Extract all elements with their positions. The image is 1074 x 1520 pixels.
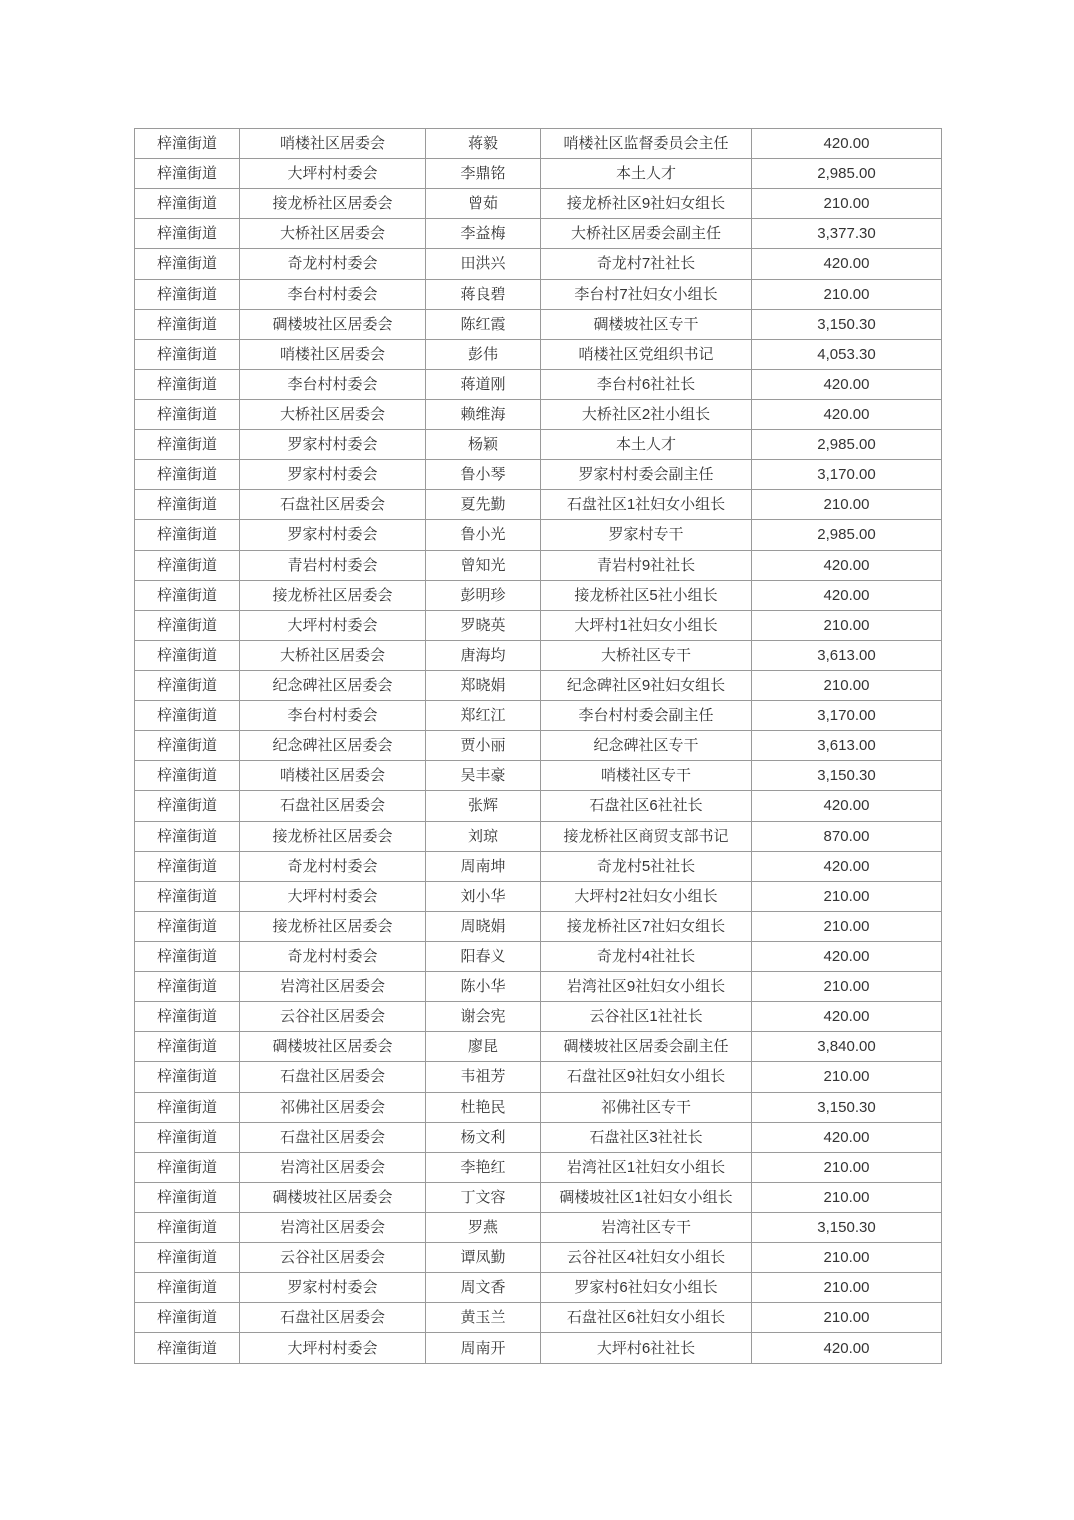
street-cell: 梓潼街道 xyxy=(135,1122,240,1152)
position-cell: 石盘社区6社社长 xyxy=(541,791,752,821)
amount-cell: 420.00 xyxy=(752,851,942,881)
person-name-cell: 彭伟 xyxy=(426,339,541,369)
amount-cell: 210.00 xyxy=(752,1303,942,1333)
person-name-cell: 谭凤勤 xyxy=(426,1243,541,1273)
person-name-cell: 曾知光 xyxy=(426,550,541,580)
person-name-cell: 陈小华 xyxy=(426,972,541,1002)
committee-cell: 云谷社区居委会 xyxy=(240,1243,426,1273)
street-cell: 梓潼街道 xyxy=(135,701,240,731)
person-name-cell: 曾茹 xyxy=(426,189,541,219)
table-row xyxy=(135,1303,942,1333)
position-cell: 岩湾社区专干 xyxy=(541,1212,752,1242)
amount-cell: 3,150.30 xyxy=(752,1212,942,1242)
street-cell: 梓潼街道 xyxy=(135,731,240,761)
position-cell: 云谷社区1社社长 xyxy=(541,1002,752,1032)
committee-cell: 大坪村村委会 xyxy=(240,159,426,189)
street-cell: 梓潼街道 xyxy=(135,610,240,640)
amount-cell: 420.00 xyxy=(752,580,942,610)
table-row xyxy=(135,430,942,460)
amount-cell: 3,377.30 xyxy=(752,219,942,249)
amount-cell: 210.00 xyxy=(752,490,942,520)
position-cell: 青岩村9社社长 xyxy=(541,550,752,580)
table-row xyxy=(135,279,942,309)
person-name-cell: 韦祖芳 xyxy=(426,1062,541,1092)
committee-cell: 碉楼坡社区居委会 xyxy=(240,1182,426,1212)
table-row xyxy=(135,972,942,1002)
table-row xyxy=(135,701,942,731)
committee-cell: 接龙桥社区居委会 xyxy=(240,189,426,219)
position-cell: 接龙桥社区7社妇女组长 xyxy=(541,911,752,941)
position-cell: 岩湾社区9社妇女小组长 xyxy=(541,972,752,1002)
position-cell: 祁佛社区专干 xyxy=(541,1092,752,1122)
person-name-cell: 贾小丽 xyxy=(426,731,541,761)
table-row xyxy=(135,1333,942,1364)
street-cell: 梓潼街道 xyxy=(135,761,240,791)
amount-cell: 420.00 xyxy=(752,1333,942,1364)
position-cell: 接龙桥社区商贸支部书记 xyxy=(541,821,752,851)
committee-cell: 罗家村村委会 xyxy=(240,430,426,460)
committee-cell: 罗家村村委会 xyxy=(240,460,426,490)
person-name-cell: 赖维海 xyxy=(426,399,541,429)
amount-cell: 420.00 xyxy=(752,1002,942,1032)
position-cell: 奇龙村5社社长 xyxy=(541,851,752,881)
person-name-cell: 张辉 xyxy=(426,791,541,821)
committee-cell: 碉楼坡社区居委会 xyxy=(240,309,426,339)
person-name-cell: 鲁小琴 xyxy=(426,460,541,490)
street-cell: 梓潼街道 xyxy=(135,1092,240,1122)
person-name-cell: 李艳红 xyxy=(426,1152,541,1182)
person-name-cell: 郑红江 xyxy=(426,701,541,731)
street-cell: 梓潼街道 xyxy=(135,1152,240,1182)
position-cell: 哨楼社区监督委员会主任 xyxy=(541,129,752,159)
committee-cell: 石盘社区居委会 xyxy=(240,1122,426,1152)
committee-cell: 岩湾社区居委会 xyxy=(240,1152,426,1182)
street-cell: 梓潼街道 xyxy=(135,881,240,911)
committee-cell: 石盘社区居委会 xyxy=(240,490,426,520)
amount-cell: 420.00 xyxy=(752,369,942,399)
street-cell: 梓潼街道 xyxy=(135,189,240,219)
table-row xyxy=(135,821,942,851)
person-name-cell: 田洪兴 xyxy=(426,249,541,279)
amount-cell: 420.00 xyxy=(752,550,942,580)
street-cell: 梓潼街道 xyxy=(135,972,240,1002)
street-cell: 梓潼街道 xyxy=(135,369,240,399)
committee-cell: 岩湾社区居委会 xyxy=(240,972,426,1002)
position-cell: 接龙桥社区5社小组长 xyxy=(541,580,752,610)
person-name-cell: 刘小华 xyxy=(426,881,541,911)
position-cell: 哨楼社区专干 xyxy=(541,761,752,791)
committee-cell: 奇龙村村委会 xyxy=(240,851,426,881)
table-row xyxy=(135,399,942,429)
street-cell: 梓潼街道 xyxy=(135,219,240,249)
position-cell: 石盘社区3社社长 xyxy=(541,1122,752,1152)
amount-cell: 4,053.30 xyxy=(752,339,942,369)
amount-cell: 210.00 xyxy=(752,1182,942,1212)
person-name-cell: 周南开 xyxy=(426,1333,541,1364)
committee-cell: 李台村村委会 xyxy=(240,701,426,731)
table-row xyxy=(135,369,942,399)
amount-cell: 210.00 xyxy=(752,972,942,1002)
person-name-cell: 鲁小光 xyxy=(426,520,541,550)
position-cell: 罗家村专干 xyxy=(541,520,752,550)
committee-cell: 纪念碑社区居委会 xyxy=(240,670,426,700)
position-cell: 碉楼坡社区专干 xyxy=(541,309,752,339)
amount-cell: 210.00 xyxy=(752,911,942,941)
committee-cell: 石盘社区居委会 xyxy=(240,1303,426,1333)
street-cell: 梓潼街道 xyxy=(135,159,240,189)
table-row xyxy=(135,610,942,640)
amount-cell: 210.00 xyxy=(752,279,942,309)
person-name-cell: 阳春义 xyxy=(426,941,541,971)
table-row xyxy=(135,580,942,610)
street-cell: 梓潼街道 xyxy=(135,279,240,309)
position-cell: 大坪村2社妇女小组长 xyxy=(541,881,752,911)
street-cell: 梓潼街道 xyxy=(135,129,240,159)
stipend-table-body xyxy=(135,129,942,1364)
street-cell: 梓潼街道 xyxy=(135,339,240,369)
street-cell: 梓潼街道 xyxy=(135,490,240,520)
position-cell: 纪念碑社区专干 xyxy=(541,731,752,761)
committee-cell: 纪念碑社区居委会 xyxy=(240,731,426,761)
position-cell: 接龙桥社区9社妇女组长 xyxy=(541,189,752,219)
street-cell: 梓潼街道 xyxy=(135,911,240,941)
position-cell: 李台村7社妇女小组长 xyxy=(541,279,752,309)
person-name-cell: 彭明珍 xyxy=(426,580,541,610)
person-name-cell: 蒋道刚 xyxy=(426,369,541,399)
amount-cell: 3,840.00 xyxy=(752,1032,942,1062)
person-name-cell: 蒋毅 xyxy=(426,129,541,159)
street-cell: 梓潼街道 xyxy=(135,460,240,490)
table-row xyxy=(135,460,942,490)
street-cell: 梓潼街道 xyxy=(135,399,240,429)
committee-cell: 岩湾社区居委会 xyxy=(240,1212,426,1242)
table-row xyxy=(135,249,942,279)
person-name-cell: 周文香 xyxy=(426,1273,541,1303)
street-cell: 梓潼街道 xyxy=(135,520,240,550)
amount-cell: 3,170.00 xyxy=(752,701,942,731)
person-name-cell: 夏先勤 xyxy=(426,490,541,520)
table-row xyxy=(135,670,942,700)
committee-cell: 李台村村委会 xyxy=(240,369,426,399)
amount-cell: 3,150.30 xyxy=(752,1092,942,1122)
committee-cell: 青岩村村委会 xyxy=(240,550,426,580)
street-cell: 梓潼街道 xyxy=(135,1273,240,1303)
table-row xyxy=(135,1092,942,1122)
committee-cell: 罗家村村委会 xyxy=(240,520,426,550)
committee-cell: 接龙桥社区居委会 xyxy=(240,821,426,851)
amount-cell: 420.00 xyxy=(752,941,942,971)
committee-cell: 祁佛社区居委会 xyxy=(240,1092,426,1122)
amount-cell: 420.00 xyxy=(752,1122,942,1152)
person-name-cell: 陈红霞 xyxy=(426,309,541,339)
committee-cell: 接龙桥社区居委会 xyxy=(240,911,426,941)
table-row xyxy=(135,911,942,941)
table-row xyxy=(135,490,942,520)
committee-cell: 大桥社区居委会 xyxy=(240,640,426,670)
amount-cell: 2,985.00 xyxy=(752,430,942,460)
person-name-cell: 杨颖 xyxy=(426,430,541,460)
position-cell: 岩湾社区1社妇女小组长 xyxy=(541,1152,752,1182)
amount-cell: 2,985.00 xyxy=(752,159,942,189)
street-cell: 梓潼街道 xyxy=(135,640,240,670)
street-cell: 梓潼街道 xyxy=(135,1182,240,1212)
amount-cell: 2,985.00 xyxy=(752,520,942,550)
table-row xyxy=(135,1062,942,1092)
person-name-cell: 罗晓英 xyxy=(426,610,541,640)
street-cell: 梓潼街道 xyxy=(135,1062,240,1092)
amount-cell: 3,170.00 xyxy=(752,460,942,490)
table-row xyxy=(135,881,942,911)
table-row xyxy=(135,1002,942,1032)
position-cell: 大坪村6社社长 xyxy=(541,1333,752,1364)
stipend-table xyxy=(134,128,942,1364)
position-cell: 奇龙村7社社长 xyxy=(541,249,752,279)
position-cell: 大桥社区专干 xyxy=(541,640,752,670)
street-cell: 梓潼街道 xyxy=(135,249,240,279)
position-cell: 哨楼社区党组织书记 xyxy=(541,339,752,369)
committee-cell: 罗家村村委会 xyxy=(240,1273,426,1303)
table-row xyxy=(135,731,942,761)
amount-cell: 210.00 xyxy=(752,189,942,219)
street-cell: 梓潼街道 xyxy=(135,941,240,971)
committee-cell: 哨楼社区居委会 xyxy=(240,761,426,791)
person-name-cell: 廖昆 xyxy=(426,1032,541,1062)
table-row xyxy=(135,520,942,550)
position-cell: 碉楼坡社区1社妇女小组长 xyxy=(541,1182,752,1212)
position-cell: 大坪村1社妇女小组长 xyxy=(541,610,752,640)
person-name-cell: 丁文容 xyxy=(426,1182,541,1212)
table-row xyxy=(135,640,942,670)
amount-cell: 210.00 xyxy=(752,1243,942,1273)
table-row xyxy=(135,941,942,971)
committee-cell: 哨楼社区居委会 xyxy=(240,129,426,159)
amount-cell: 420.00 xyxy=(752,399,942,429)
person-name-cell: 黄玉兰 xyxy=(426,1303,541,1333)
person-name-cell: 刘琼 xyxy=(426,821,541,851)
table-row xyxy=(135,1152,942,1182)
committee-cell: 奇龙村村委会 xyxy=(240,249,426,279)
person-name-cell: 周南坤 xyxy=(426,851,541,881)
position-cell: 石盘社区1社妇女小组长 xyxy=(541,490,752,520)
position-cell: 大桥社区2社小组长 xyxy=(541,399,752,429)
amount-cell: 420.00 xyxy=(752,129,942,159)
table-row xyxy=(135,1122,942,1152)
street-cell: 梓潼街道 xyxy=(135,1243,240,1273)
street-cell: 梓潼街道 xyxy=(135,309,240,339)
position-cell: 石盘社区6社妇女小组长 xyxy=(541,1303,752,1333)
position-cell: 本土人才 xyxy=(541,430,752,460)
table-row xyxy=(135,550,942,580)
table-row xyxy=(135,1032,942,1062)
table-row xyxy=(135,1212,942,1242)
position-cell: 大桥社区居委会副主任 xyxy=(541,219,752,249)
street-cell: 梓潼街道 xyxy=(135,791,240,821)
position-cell: 石盘社区9社妇女小组长 xyxy=(541,1062,752,1092)
position-cell: 云谷社区4社妇女小组长 xyxy=(541,1243,752,1273)
committee-cell: 大坪村村委会 xyxy=(240,1333,426,1364)
committee-cell: 哨楼社区居委会 xyxy=(240,339,426,369)
person-name-cell: 吴丰豪 xyxy=(426,761,541,791)
amount-cell: 210.00 xyxy=(752,881,942,911)
street-cell: 梓潼街道 xyxy=(135,821,240,851)
committee-cell: 石盘社区居委会 xyxy=(240,791,426,821)
position-cell: 碉楼坡社区居委会副主任 xyxy=(541,1032,752,1062)
street-cell: 梓潼街道 xyxy=(135,580,240,610)
position-cell: 本土人才 xyxy=(541,159,752,189)
amount-cell: 210.00 xyxy=(752,1062,942,1092)
person-name-cell: 谢会宪 xyxy=(426,1002,541,1032)
position-cell: 纪念碑社区9社妇女组长 xyxy=(541,670,752,700)
table-row xyxy=(135,1273,942,1303)
amount-cell: 210.00 xyxy=(752,610,942,640)
committee-cell: 大坪村村委会 xyxy=(240,881,426,911)
committee-cell: 碉楼坡社区居委会 xyxy=(240,1032,426,1062)
table-row xyxy=(135,219,942,249)
person-name-cell: 唐海均 xyxy=(426,640,541,670)
committee-cell: 大桥社区居委会 xyxy=(240,399,426,429)
table-row xyxy=(135,159,942,189)
person-name-cell: 郑晓娟 xyxy=(426,670,541,700)
table-row xyxy=(135,339,942,369)
table-row xyxy=(135,129,942,159)
position-cell: 罗家村村委会副主任 xyxy=(541,460,752,490)
position-cell: 李台村6社社长 xyxy=(541,369,752,399)
amount-cell: 3,613.00 xyxy=(752,731,942,761)
street-cell: 梓潼街道 xyxy=(135,430,240,460)
amount-cell: 210.00 xyxy=(752,1152,942,1182)
amount-cell: 3,150.30 xyxy=(752,761,942,791)
street-cell: 梓潼街道 xyxy=(135,1032,240,1062)
person-name-cell: 李鼎铭 xyxy=(426,159,541,189)
amount-cell: 3,613.00 xyxy=(752,640,942,670)
position-cell: 罗家村6社妇女小组长 xyxy=(541,1273,752,1303)
street-cell: 梓潼街道 xyxy=(135,1333,240,1364)
street-cell: 梓潼街道 xyxy=(135,1002,240,1032)
amount-cell: 420.00 xyxy=(752,791,942,821)
table-row xyxy=(135,1243,942,1273)
amount-cell: 870.00 xyxy=(752,821,942,851)
person-name-cell: 杨文利 xyxy=(426,1122,541,1152)
person-name-cell: 罗燕 xyxy=(426,1212,541,1242)
committee-cell: 大坪村村委会 xyxy=(240,610,426,640)
person-name-cell: 李益梅 xyxy=(426,219,541,249)
position-cell: 奇龙村4社社长 xyxy=(541,941,752,971)
position-cell: 李台村村委会副主任 xyxy=(541,701,752,731)
amount-cell: 210.00 xyxy=(752,1273,942,1303)
amount-cell: 3,150.30 xyxy=(752,309,942,339)
committee-cell: 李台村村委会 xyxy=(240,279,426,309)
table-row xyxy=(135,761,942,791)
street-cell: 梓潼街道 xyxy=(135,550,240,580)
committee-cell: 大桥社区居委会 xyxy=(240,219,426,249)
committee-cell: 石盘社区居委会 xyxy=(240,1062,426,1092)
street-cell: 梓潼街道 xyxy=(135,1303,240,1333)
person-name-cell: 周晓娟 xyxy=(426,911,541,941)
person-name-cell: 蒋良碧 xyxy=(426,279,541,309)
table-row xyxy=(135,189,942,219)
table-row xyxy=(135,1182,942,1212)
table-row xyxy=(135,309,942,339)
table-row xyxy=(135,851,942,881)
street-cell: 梓潼街道 xyxy=(135,851,240,881)
committee-cell: 云谷社区居委会 xyxy=(240,1002,426,1032)
street-cell: 梓潼街道 xyxy=(135,1212,240,1242)
committee-cell: 接龙桥社区居委会 xyxy=(240,580,426,610)
committee-cell: 奇龙村村委会 xyxy=(240,941,426,971)
amount-cell: 420.00 xyxy=(752,249,942,279)
table-row xyxy=(135,791,942,821)
person-name-cell: 杜艳民 xyxy=(426,1092,541,1122)
amount-cell: 210.00 xyxy=(752,670,942,700)
street-cell: 梓潼街道 xyxy=(135,670,240,700)
